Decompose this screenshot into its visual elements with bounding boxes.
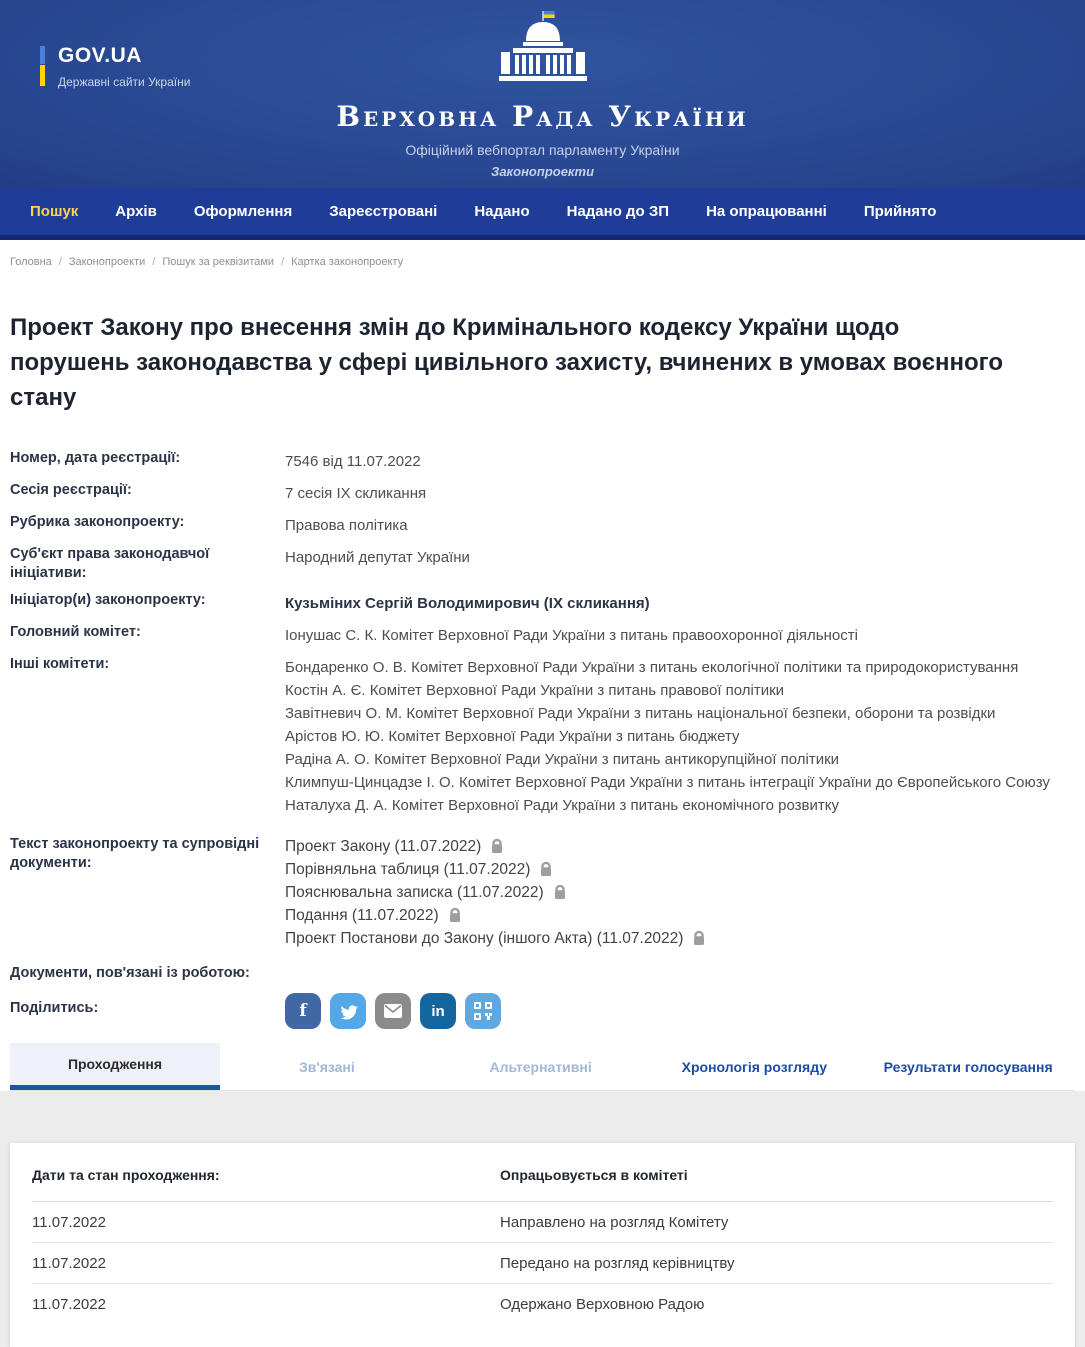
field-share <box>10 999 1075 1029</box>
field-value: Іонушас С. К. Комітет Верховної Ради України з питань правоохоронної діяльності <box>285 627 858 644</box>
field-rubric <box>10 513 1075 537</box>
govua-subtitle: Державні сайти України <box>58 75 191 89</box>
document-link-label[interactable]: Пояснювальна записка (11.07.2022) <box>285 884 544 901</box>
column-header-status: Опрацьовується в комітеті <box>500 1167 688 1183</box>
field-label: Сесія реєстрації: <box>10 482 132 498</box>
tab-rezultaty[interactable]: Результати голосування <box>883 1058 1053 1075</box>
breadcrumb-bills[interactable]: Законопроекти <box>68 256 146 268</box>
document-link-label[interactable]: Проект Закону (11.07.2022) <box>285 838 482 855</box>
share-qr-button[interactable] <box>465 993 501 1029</box>
row-status: Одержано Верховною Радою <box>500 1296 705 1313</box>
tab-khronolohiia[interactable]: Хронологія розгляду <box>681 1058 828 1075</box>
nav-item-poshuk[interactable]: Пошук <box>30 203 79 220</box>
row-date: 11.07.2022 <box>32 1214 106 1231</box>
column-header-dates: Дати та стан проходження: <box>32 1167 220 1183</box>
field-value: 7546 від 11.07.2022 <box>285 453 421 470</box>
envelope-icon <box>384 1004 402 1018</box>
govua-title: GOV.UA <box>58 44 142 67</box>
field-label: Номер, дата реєстрації: <box>10 450 181 466</box>
document-link-label[interactable]: Подання (11.07.2022) <box>285 907 439 924</box>
linkedin-icon: in <box>431 1002 445 1020</box>
field-related-documents <box>10 964 1075 983</box>
committee-line: Арістов Ю. Ю. Комітет Верховної Ради України з питань бюджету <box>285 728 740 745</box>
site-subtitle: Офіційний вебпортал парламенту України <box>405 142 680 158</box>
table-row <box>32 1202 1053 1243</box>
field-session <box>10 481 1075 505</box>
facebook-icon: f <box>299 1001 307 1021</box>
lock-icon <box>448 908 462 923</box>
field-initiator <box>10 591 1075 615</box>
field-value: Правова політика <box>285 517 408 534</box>
share-email-button[interactable] <box>375 993 411 1029</box>
field-other-committees <box>10 655 1075 817</box>
breadcrumb-search[interactable]: Пошук за реквізитами <box>162 256 275 268</box>
govua-logo[interactable] <box>40 44 190 89</box>
portal-section-label: Законопроекти <box>490 164 595 179</box>
field-initiative-subject <box>10 545 1075 583</box>
breadcrumb: Головна / Законопроекти / Пошук за реквізитами / Картка законопроекту <box>10 256 404 268</box>
row-status: Передано на розгляд керівництву <box>500 1255 735 1272</box>
row-status: Направлено на розгляд Комітету <box>500 1214 729 1231</box>
row-date: 11.07.2022 <box>32 1296 106 1313</box>
field-label: Документи, пов'язані із роботою: <box>10 965 250 981</box>
committee-line: Завітневич О. М. Комітет Верховної Ради України з питань національної безпеки, оборони та розвідки <box>285 705 996 722</box>
field-label: Поділитись: <box>10 1000 99 1016</box>
table-row <box>32 1284 1053 1347</box>
committee-line: Радіна А. О. Комітет Верховної Ради України з питань антикорупційної політики <box>285 751 840 768</box>
table-header <box>32 1143 1053 1202</box>
nav-item-na-opratsiuvanni[interactable]: На опрацюванні <box>706 203 827 220</box>
field-value: Кузьміних Сергій Володимирович (IX скликання) <box>285 595 650 612</box>
share-twitter-button[interactable] <box>330 993 366 1029</box>
document-link[interactable] <box>285 881 706 904</box>
lock-icon <box>553 885 567 900</box>
nav-item-arkhiv[interactable]: Архів <box>115 203 157 220</box>
document-link-label[interactable]: Проект Постанови до Закону (іншого Акта) (11.07.2022) <box>285 930 684 947</box>
lock-icon <box>692 931 706 946</box>
field-registration-number <box>10 449 1075 473</box>
document-link[interactable] <box>285 835 706 858</box>
bill-title: Проект Закону про внесення змін до Кримінального кодексу України щодо порушень законодавства у сфері цивільного захисту, вчинених в умовах воєнного стану <box>10 314 1004 411</box>
tab-prokhodzhennia[interactable]: Проходження <box>10 1043 220 1090</box>
field-value: 7 сесія IX скликання <box>285 485 427 502</box>
nav-item-nadano[interactable]: Надано <box>474 203 530 220</box>
breadcrumb-home[interactable]: Головна <box>10 256 52 268</box>
row-date: 11.07.2022 <box>32 1255 106 1272</box>
field-value: Народний депутат України <box>285 549 470 566</box>
breadcrumb-bill-card: Картка законопроекту <box>291 256 404 268</box>
lock-icon <box>539 862 553 877</box>
lock-icon <box>490 839 504 854</box>
site-header <box>0 0 1085 188</box>
committee-line: Наталуха Д. А. Комітет Верховної Ради України з питань економічного розвитку <box>285 797 839 814</box>
twitter-bird-icon <box>339 1002 358 1021</box>
field-label: Головний комітет: <box>10 624 141 640</box>
main-nav <box>0 188 1085 240</box>
field-documents <box>10 835 1075 950</box>
site-title: Верховна Рада України <box>336 100 749 133</box>
document-link-label[interactable]: Порівняльна таблиця (11.07.2022) <box>285 861 531 878</box>
parliament-building-icon <box>493 10 593 95</box>
field-label: Суб'єкт права законодавчої ініціативи: <box>10 546 210 581</box>
field-label: Інші комітети: <box>10 656 110 672</box>
tab-alternatyvni[interactable]: Альтернативні <box>489 1058 592 1075</box>
field-label: Ініціатор(и) законопроекту: <box>10 592 206 608</box>
tab-bar <box>10 1043 1075 1091</box>
share-facebook-button[interactable] <box>285 993 321 1029</box>
tab-zviazani[interactable]: Зв'язані <box>298 1058 355 1075</box>
share-linkedin-button[interactable] <box>420 993 456 1029</box>
document-link[interactable] <box>285 927 706 950</box>
document-link[interactable] <box>285 904 706 927</box>
document-link[interactable] <box>285 858 706 881</box>
committee-line: Бондаренко О. В. Комітет Верховної Ради України з питань екологічної політики та природокористування <box>285 659 1019 676</box>
progress-card <box>10 1143 1075 1347</box>
nav-item-zareiestrovani[interactable]: Зареєстровані <box>329 203 438 220</box>
field-label: Текст законопроекту та супровідні документи: <box>10 836 260 871</box>
qr-code-icon <box>474 1002 492 1020</box>
table-row <box>32 1243 1053 1284</box>
nav-item-pryiniato[interactable]: Прийнято <box>863 203 937 220</box>
nav-item-nadano-do-zp[interactable]: Надано до ЗП <box>566 203 670 220</box>
field-label: Рубрика законопроекту: <box>10 514 185 530</box>
ukraine-flag-icon <box>40 46 45 89</box>
committee-line: Костін А. Є. Комітет Верховної Ради України з питань правової політики <box>285 682 785 699</box>
committee-line: Климпуш-Цинцадзе І. О. Комітет Верховної Ради України з питань інтеграції України до Європейського Союзу <box>285 774 1050 791</box>
nav-item-oformlennia[interactable]: Оформлення <box>193 203 293 220</box>
field-main-committee <box>10 623 1075 647</box>
